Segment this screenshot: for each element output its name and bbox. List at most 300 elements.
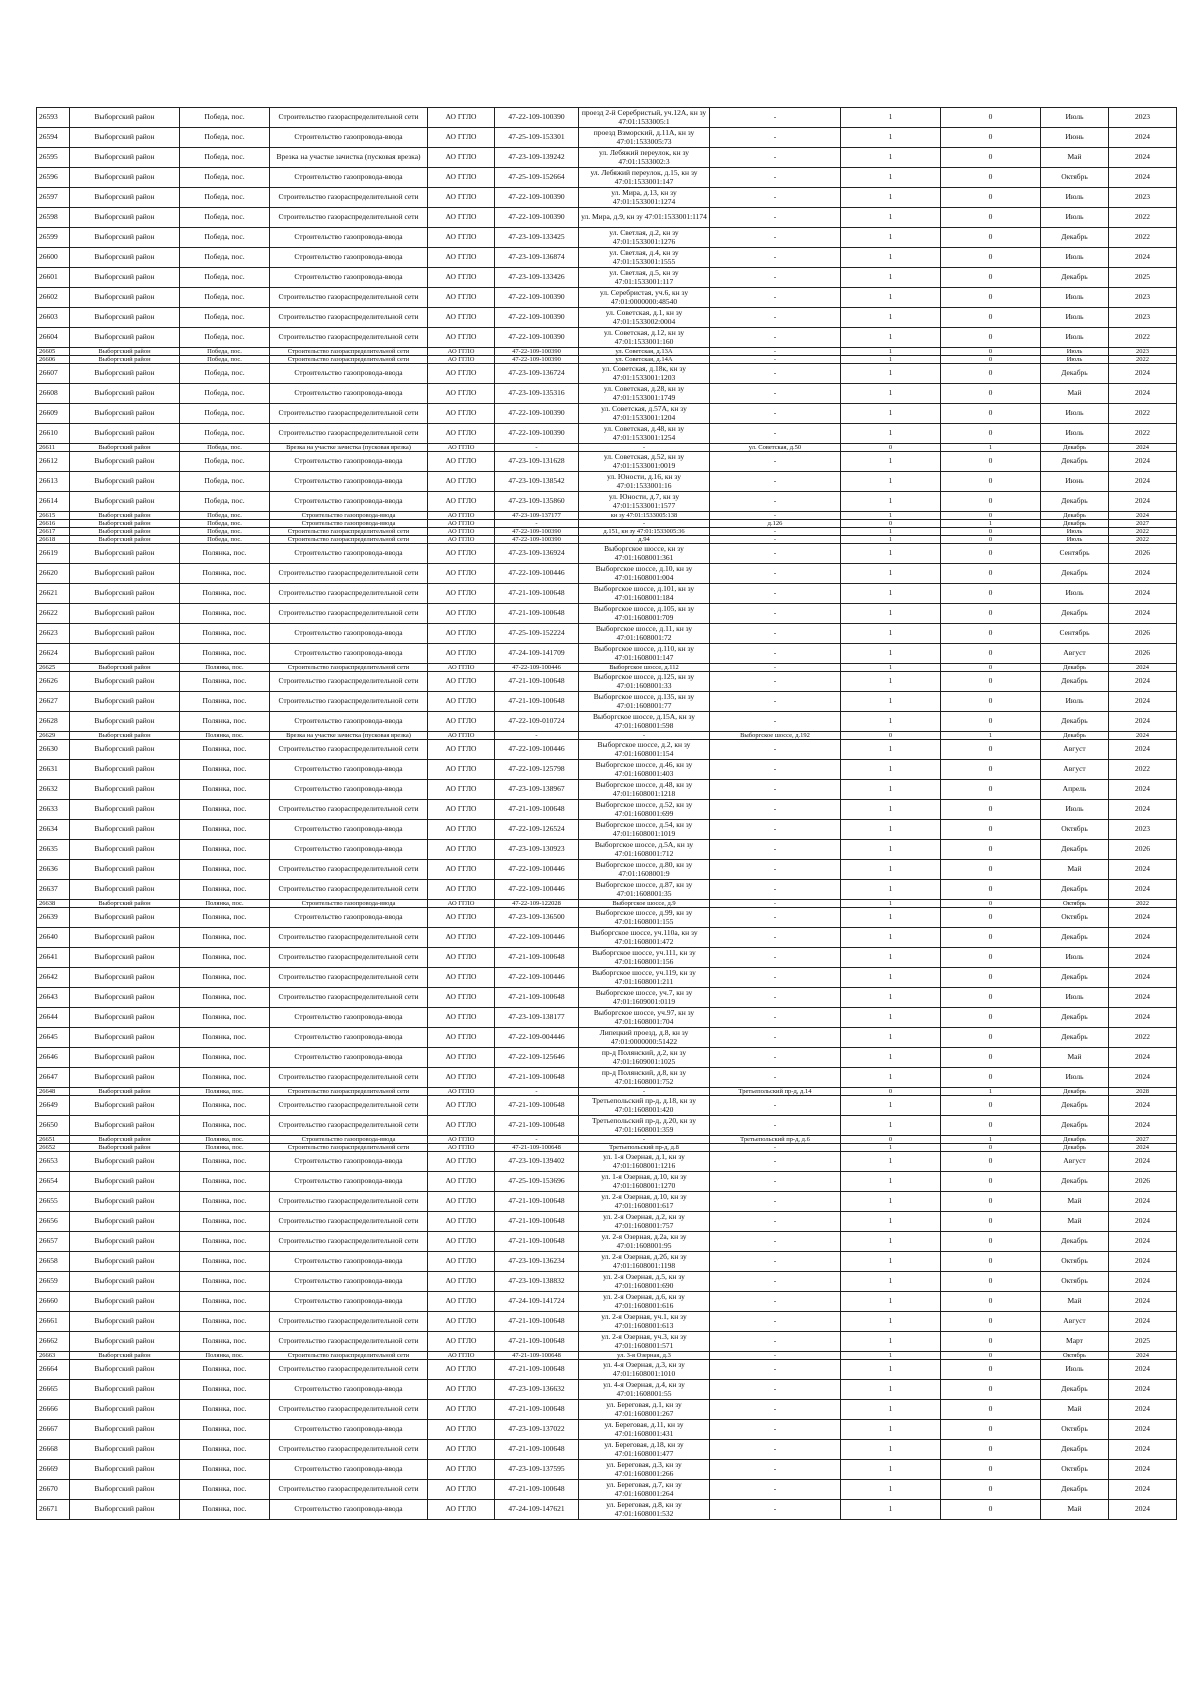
settlement-cell: Полянка, пос.	[180, 1312, 270, 1332]
settlement-cell: Полянка, пос.	[180, 644, 270, 664]
settlement-cell: Победа, пос.	[180, 268, 270, 288]
table-row	[37, 1440, 1177, 1460]
table-row	[37, 1332, 1177, 1352]
permit-number-cell: 47-23-109-136874	[495, 248, 579, 268]
alt-address-cell: -	[710, 308, 841, 328]
row-number: 26613	[37, 472, 70, 492]
row-number: 26647	[37, 1068, 70, 1088]
row-number: 26640	[37, 928, 70, 948]
permit-number-cell: 47-23-109-138177	[495, 1008, 579, 1028]
alt-address-cell: -	[710, 1172, 841, 1192]
row-number: 26656	[37, 1212, 70, 1232]
fact-count-cell: 0	[941, 760, 1041, 780]
work-type-cell: Строительство газораспределительной сети	[270, 1116, 428, 1136]
permit-number-cell: 47-21-109-100648	[495, 988, 579, 1008]
table-row	[37, 1420, 1177, 1440]
table-row	[37, 948, 1177, 968]
permit-number-cell: -	[495, 520, 579, 528]
month-cell: Август	[1041, 1312, 1109, 1332]
fact-count-cell: 0	[941, 1252, 1041, 1272]
settlement-cell: Полянка, пос.	[180, 928, 270, 948]
address-cell: Выборгское шоссе, д.11, кн зу 47:01:1608001:72	[579, 624, 710, 644]
alt-address-cell: -	[710, 880, 841, 900]
permit-number-cell: 47-22-109-100446	[495, 968, 579, 988]
settlement-cell: Полянка, пос.	[180, 1440, 270, 1460]
year-cell: 2024	[1109, 584, 1177, 604]
settlement-cell: Полянка, пос.	[180, 880, 270, 900]
operator-cell: АО ГГЛО	[428, 1480, 495, 1500]
settlement-cell: Полянка, пос.	[180, 1192, 270, 1212]
fact-count-cell: 0	[941, 472, 1041, 492]
row-number: 26648	[37, 1088, 70, 1096]
permit-number-cell: 47-22-109-100446	[495, 740, 579, 760]
plan-count-cell: 1	[841, 148, 941, 168]
operator-cell: АО ГГЛО	[428, 1272, 495, 1292]
row-number: 26600	[37, 248, 70, 268]
district-cell: Выборгский район	[70, 908, 180, 928]
month-cell: Июнь	[1041, 128, 1109, 148]
year-cell: 2024	[1109, 712, 1177, 732]
work-type-cell: Строительство газопровода-ввода	[270, 1136, 428, 1144]
address-cell: Выборгское шоссе, д.105, кн зу 47:01:1608001:709	[579, 604, 710, 624]
alt-address-cell: -	[710, 664, 841, 672]
plan-count-cell: 1	[841, 528, 941, 536]
work-type-cell: Строительство газораспределительной сети	[270, 1212, 428, 1232]
table-row	[37, 1152, 1177, 1172]
address-cell: Третьепольский пр-д, д.20, кн зу 47:01:1608001:359	[579, 1116, 710, 1136]
plan-count-cell: 1	[841, 1096, 941, 1116]
plan-count-cell: 1	[841, 1332, 941, 1352]
fact-count-cell: 0	[941, 900, 1041, 908]
permit-number-cell: 47-22-109-100390	[495, 188, 579, 208]
table-row	[37, 740, 1177, 760]
permit-number-cell: 47-23-109-136724	[495, 364, 579, 384]
alt-address-cell: -	[710, 1400, 841, 1420]
district-cell: Выборгский район	[70, 528, 180, 536]
address-cell: ул. Советская, д.57А, кн зу 47:01:1533001:1204	[579, 404, 710, 424]
settlement-cell: Полянка, пос.	[180, 968, 270, 988]
alt-address-cell: -	[710, 908, 841, 928]
fact-count-cell: 0	[941, 820, 1041, 840]
month-cell: Декабрь	[1041, 1172, 1109, 1192]
permit-number-cell: 47-22-109-010724	[495, 712, 579, 732]
district-cell: Выборгский район	[70, 1460, 180, 1480]
settlement-cell: Победа, пос.	[180, 528, 270, 536]
year-cell: 2024	[1109, 1152, 1177, 1172]
month-cell: Декабрь	[1041, 268, 1109, 288]
district-cell: Выборгский район	[70, 1440, 180, 1460]
year-cell: 2024	[1109, 1048, 1177, 1068]
district-cell: Выборгский район	[70, 544, 180, 564]
permit-number-cell: 47-21-109-100648	[495, 1440, 579, 1460]
plan-count-cell: 1	[841, 820, 941, 840]
settlement-cell: Победа, пос.	[180, 128, 270, 148]
alt-address-cell: -	[710, 988, 841, 1008]
operator-cell: АО ГГЛО	[428, 1068, 495, 1088]
table-row	[37, 780, 1177, 800]
alt-address-cell: -	[710, 1192, 841, 1212]
settlement-cell: Полянка, пос.	[180, 820, 270, 840]
alt-address-cell: -	[710, 712, 841, 732]
district-cell: Выборгский район	[70, 424, 180, 444]
month-cell: Декабрь	[1041, 1028, 1109, 1048]
permit-number-cell: 47-21-109-100648	[495, 1400, 579, 1420]
permit-number-cell: 47-23-109-136234	[495, 1252, 579, 1272]
operator-cell: АО ГГЛО	[428, 1048, 495, 1068]
table-row	[37, 168, 1177, 188]
operator-cell: АО ГГЛО	[428, 1352, 495, 1360]
permit-number-cell: 47-22-109-100390	[495, 356, 579, 364]
settlement-cell: Полянка, пос.	[180, 1152, 270, 1172]
fact-count-cell: 0	[941, 1232, 1041, 1252]
row-number: 26646	[37, 1048, 70, 1068]
plan-count-cell: 1	[841, 900, 941, 908]
table-row	[37, 1292, 1177, 1312]
settlement-cell: Победа, пос.	[180, 328, 270, 348]
row-number: 26623	[37, 624, 70, 644]
row-number: 26667	[37, 1420, 70, 1440]
work-type-cell: Строительство газопровода-ввода	[270, 1008, 428, 1028]
address-cell: Выборгское шоссе, уч.97, кн зу 47:01:1608001:704	[579, 1008, 710, 1028]
address-cell: Выборгское шоссе, д.80, кн зу 47:01:1608001:9	[579, 860, 710, 880]
fact-count-cell: 0	[941, 384, 1041, 404]
plan-count-cell: 1	[841, 1500, 941, 1520]
fact-count-cell: 0	[941, 840, 1041, 860]
alt-address-cell: -	[710, 208, 841, 228]
year-cell: 2024	[1109, 860, 1177, 880]
table-row	[37, 364, 1177, 384]
row-number: 26662	[37, 1332, 70, 1352]
table-row	[37, 1144, 1177, 1152]
year-cell: 2024	[1109, 168, 1177, 188]
year-cell: 2025	[1109, 1332, 1177, 1352]
row-number: 26595	[37, 148, 70, 168]
year-cell: 2024	[1109, 364, 1177, 384]
alt-address-cell: Выборгское шоссе, д.192	[710, 732, 841, 740]
operator-cell: АО ГГЛО	[428, 384, 495, 404]
month-cell: Декабрь	[1041, 1232, 1109, 1252]
row-number: 26630	[37, 740, 70, 760]
work-type-cell: Строительство газопровода-ввода	[270, 840, 428, 860]
month-cell: Июль	[1041, 1360, 1109, 1380]
settlement-cell: Победа, пос.	[180, 248, 270, 268]
address-cell: ул. Советская, д.14А	[579, 356, 710, 364]
permit-number-cell: 47-23-109-137022	[495, 1420, 579, 1440]
permit-number-cell: 47-23-109-139402	[495, 1152, 579, 1172]
month-cell: Май	[1041, 1292, 1109, 1312]
permit-number-cell: 47-22-109-100446	[495, 860, 579, 880]
year-cell: 2023	[1109, 288, 1177, 308]
settlement-cell: Победа, пос.	[180, 364, 270, 384]
plan-count-cell: 1	[841, 1048, 941, 1068]
alt-address-cell: -	[710, 1096, 841, 1116]
row-number: 26604	[37, 328, 70, 348]
address-cell: ул. Мира, д.9, кн зу 47:01:1533001:1174	[579, 208, 710, 228]
settlement-cell: Полянка, пос.	[180, 740, 270, 760]
row-number: 26618	[37, 536, 70, 544]
month-cell: Май	[1041, 1192, 1109, 1212]
district-cell: Выборгский район	[70, 1400, 180, 1420]
fact-count-cell: 0	[941, 584, 1041, 604]
settlement-cell: Полянка, пос.	[180, 840, 270, 860]
district-cell: Выборгский район	[70, 404, 180, 424]
settlement-cell: Победа, пос.	[180, 348, 270, 356]
plan-count-cell: 0	[841, 520, 941, 528]
table-row	[37, 228, 1177, 248]
settlement-cell: Полянка, пос.	[180, 948, 270, 968]
table-row	[37, 820, 1177, 840]
district-cell: Выборгский район	[70, 512, 180, 520]
work-type-cell: Строительство газораспределительной сети	[270, 1352, 428, 1360]
work-type-cell: Строительство газопровода-ввода	[270, 1500, 428, 1520]
operator-cell: АО ГГЛО	[428, 1008, 495, 1028]
permit-number-cell: 47-21-109-100648	[495, 1480, 579, 1500]
row-number: 26637	[37, 880, 70, 900]
alt-address-cell: -	[710, 564, 841, 584]
work-type-cell: Строительство газораспределительной сети	[270, 424, 428, 444]
year-cell: 2024	[1109, 1380, 1177, 1400]
month-cell: Июль	[1041, 348, 1109, 356]
plan-count-cell: 1	[841, 168, 941, 188]
row-number: 26621	[37, 584, 70, 604]
table-row	[37, 1048, 1177, 1068]
year-cell: 2024	[1109, 148, 1177, 168]
fact-count-cell: 0	[941, 1144, 1041, 1152]
fact-count-cell: 0	[941, 1152, 1041, 1172]
operator-cell: АО ГГЛО	[428, 148, 495, 168]
settlement-cell: Победа, пос.	[180, 208, 270, 228]
settlement-cell: Полянка, пос.	[180, 1480, 270, 1500]
district-cell: Выборгский район	[70, 1088, 180, 1096]
settlement-cell: Победа, пос.	[180, 444, 270, 452]
fact-count-cell: 0	[941, 328, 1041, 348]
address-cell: ул. Светлая, д.4, кн зу 47:01:1533001:1555	[579, 248, 710, 268]
district-cell: Выборгский район	[70, 760, 180, 780]
fact-count-cell: 1	[941, 1088, 1041, 1096]
operator-cell: АО ГГЛО	[428, 544, 495, 564]
month-cell: Июль	[1041, 404, 1109, 424]
district-cell: Выборгский район	[70, 988, 180, 1008]
settlement-cell: Полянка, пос.	[180, 1088, 270, 1096]
plan-count-cell: 1	[841, 1400, 941, 1420]
permit-number-cell: 47-23-109-139242	[495, 148, 579, 168]
operator-cell: АО ГГЛО	[428, 624, 495, 644]
fact-count-cell: 0	[941, 424, 1041, 444]
address-cell: ул. 3-я Озерная, д.3	[579, 1352, 710, 1360]
alt-address-cell: -	[710, 740, 841, 760]
table-row	[37, 512, 1177, 520]
operator-cell: АО ГГЛО	[428, 444, 495, 452]
year-cell: 2024	[1109, 780, 1177, 800]
operator-cell: АО ГГЛО	[428, 740, 495, 760]
address-cell: ул. Юности, д.16, кн зу 47:01:1533001:16	[579, 472, 710, 492]
row-number: 26628	[37, 712, 70, 732]
district-cell: Выборгский район	[70, 364, 180, 384]
operator-cell: АО ГГЛО	[428, 1292, 495, 1312]
row-number: 26670	[37, 1480, 70, 1500]
fact-count-cell: 0	[941, 1272, 1041, 1292]
plan-count-cell: 1	[841, 208, 941, 228]
year-cell: 2024	[1109, 1192, 1177, 1212]
table-row	[37, 444, 1177, 452]
permit-number-cell: 47-21-109-100648	[495, 604, 579, 624]
work-type-cell: Строительство газораспределительной сети	[270, 348, 428, 356]
year-cell: 2024	[1109, 1252, 1177, 1272]
year-cell: 2024	[1109, 1096, 1177, 1116]
row-number: 26611	[37, 444, 70, 452]
work-type-cell: Строительство газопровода-ввода	[270, 248, 428, 268]
table-row	[37, 528, 1177, 536]
permit-number-cell: 47-23-109-136924	[495, 544, 579, 564]
alt-address-cell: -	[710, 1440, 841, 1460]
row-number: 26603	[37, 308, 70, 328]
work-type-cell: Строительство газораспределительной сети	[270, 948, 428, 968]
operator-cell: АО ГГЛО	[428, 1312, 495, 1332]
operator-cell: АО ГГЛО	[428, 168, 495, 188]
permit-number-cell: -	[495, 1088, 579, 1096]
table-row	[37, 1380, 1177, 1400]
work-type-cell: Строительство газопровода-ввода	[270, 1152, 428, 1172]
district-cell: Выборгский район	[70, 308, 180, 328]
work-type-cell: Врезка на участке зачистка (пусковая врезка)	[270, 732, 428, 740]
month-cell: Июль	[1041, 188, 1109, 208]
table-row	[37, 1460, 1177, 1480]
fact-count-cell: 0	[941, 268, 1041, 288]
fact-count-cell: 0	[941, 512, 1041, 520]
district-cell: Выборгский район	[70, 604, 180, 624]
settlement-cell: Полянка, пос.	[180, 1048, 270, 1068]
plan-count-cell: 1	[841, 928, 941, 948]
district-cell: Выборгский район	[70, 1500, 180, 1520]
work-type-cell: Строительство газораспределительной сети	[270, 1400, 428, 1420]
district-cell: Выборгский район	[70, 208, 180, 228]
year-cell: 2022	[1109, 404, 1177, 424]
district-cell: Выборгский район	[70, 520, 180, 528]
plan-count-cell: 1	[841, 644, 941, 664]
settlement-cell: Полянка, пос.	[180, 1420, 270, 1440]
settlement-cell: Полянка, пос.	[180, 1144, 270, 1152]
plan-count-cell: 1	[841, 288, 941, 308]
fact-count-cell: 0	[941, 564, 1041, 584]
settlement-cell: Полянка, пос.	[180, 908, 270, 928]
address-cell: проезд Взморский, д.11А, кн зу 47:01:1533005:73	[579, 128, 710, 148]
work-type-cell: Строительство газораспределительной сети	[270, 1192, 428, 1212]
row-number: 26652	[37, 1144, 70, 1152]
table-row	[37, 472, 1177, 492]
permit-number-cell: 47-24-109-141709	[495, 644, 579, 664]
district-cell: Выборгский район	[70, 1096, 180, 1116]
alt-address-cell: -	[710, 544, 841, 564]
operator-cell: АО ГГЛО	[428, 1192, 495, 1212]
permit-number-cell: 47-21-109-100648	[495, 692, 579, 712]
month-cell: Июль	[1041, 424, 1109, 444]
register-table	[36, 107, 1177, 1520]
permit-number-cell: 47-21-109-100648	[495, 1360, 579, 1380]
table-row	[37, 452, 1177, 472]
district-cell: Выборгский район	[70, 1136, 180, 1144]
operator-cell: АО ГГЛО	[428, 356, 495, 364]
month-cell: Декабрь	[1041, 672, 1109, 692]
settlement-cell: Полянка, пос.	[180, 692, 270, 712]
month-cell: Декабрь	[1041, 1440, 1109, 1460]
row-number: 26641	[37, 948, 70, 968]
year-cell: 2024	[1109, 740, 1177, 760]
month-cell: Июль	[1041, 528, 1109, 536]
plan-count-cell: 1	[841, 1420, 941, 1440]
fact-count-cell: 0	[941, 1500, 1041, 1520]
district-cell: Выборгский район	[70, 288, 180, 308]
month-cell: Август	[1041, 644, 1109, 664]
permit-number-cell: 47-22-109-100390	[495, 528, 579, 536]
district-cell: Выборгский район	[70, 1152, 180, 1172]
alt-address-cell: -	[710, 108, 841, 128]
district-cell: Выборгский район	[70, 356, 180, 364]
permit-number-cell: 47-25-109-153696	[495, 1172, 579, 1192]
fact-count-cell: 0	[941, 1212, 1041, 1232]
settlement-cell: Победа, пос.	[180, 288, 270, 308]
work-type-cell: Строительство газораспределительной сети	[270, 328, 428, 348]
table-row	[37, 424, 1177, 444]
alt-address-cell: -	[710, 1048, 841, 1068]
work-type-cell: Строительство газопровода-ввода	[270, 452, 428, 472]
row-number: 26642	[37, 968, 70, 988]
district-cell: Выборгский район	[70, 228, 180, 248]
table-row	[37, 544, 1177, 564]
plan-count-cell: 1	[841, 1480, 941, 1500]
address-cell: ул. 1-я Озерная, д.10, кн зу 47:01:1608001:1270	[579, 1172, 710, 1192]
year-cell: 2024	[1109, 1272, 1177, 1292]
operator-cell: АО ГГЛО	[428, 188, 495, 208]
month-cell: Май	[1041, 1048, 1109, 1068]
year-cell: 2023	[1109, 188, 1177, 208]
year-cell: 2022	[1109, 536, 1177, 544]
month-cell: Июль	[1041, 108, 1109, 128]
district-cell: Выборгский район	[70, 268, 180, 288]
permit-number-cell: 47-22-109-100446	[495, 928, 579, 948]
operator-cell: АО ГГЛО	[428, 1088, 495, 1096]
permit-number-cell: 47-22-109-100390	[495, 308, 579, 328]
operator-cell: АО ГГЛО	[428, 584, 495, 604]
row-number: 26663	[37, 1352, 70, 1360]
row-number: 26639	[37, 908, 70, 928]
plan-count-cell: 1	[841, 664, 941, 672]
operator-cell: АО ГГЛО	[428, 536, 495, 544]
plan-count-cell: 1	[841, 604, 941, 624]
settlement-cell: Полянка, пос.	[180, 860, 270, 880]
settlement-cell: Победа, пос.	[180, 492, 270, 512]
year-cell: 2022	[1109, 356, 1177, 364]
alt-address-cell: -	[710, 1144, 841, 1152]
fact-count-cell: 0	[941, 404, 1041, 424]
settlement-cell: Полянка, пос.	[180, 800, 270, 820]
row-number: 26610	[37, 424, 70, 444]
year-cell: 2024	[1109, 1068, 1177, 1088]
work-type-cell: Строительство газопровода-ввода	[270, 1292, 428, 1312]
permit-number-cell: 47-22-109-126524	[495, 820, 579, 840]
alt-address-cell: -	[710, 356, 841, 364]
district-cell: Выборгский район	[70, 1028, 180, 1048]
month-cell: Май	[1041, 1500, 1109, 1520]
settlement-cell: Победа, пос.	[180, 384, 270, 404]
year-cell: 2028	[1109, 1088, 1177, 1096]
year-cell: 2024	[1109, 1400, 1177, 1420]
table-row	[37, 268, 1177, 288]
district-cell: Выборгский район	[70, 948, 180, 968]
year-cell: 2022	[1109, 228, 1177, 248]
work-type-cell: Строительство газораспределительной сети	[270, 988, 428, 1008]
address-cell: ул. 2-я Озерная, уч.1, кн зу 47:01:1608001:613	[579, 1312, 710, 1332]
fact-count-cell: 0	[941, 780, 1041, 800]
